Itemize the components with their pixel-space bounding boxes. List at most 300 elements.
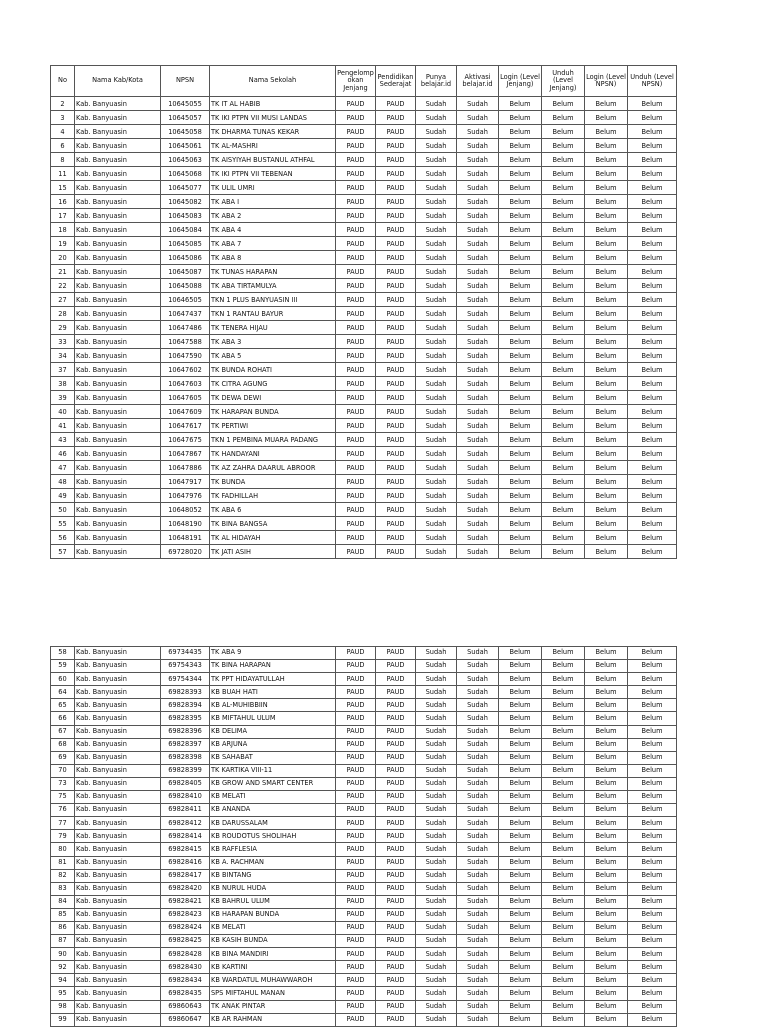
table-cell: Belum (542, 447, 585, 461)
table-cell: Sudah (457, 660, 499, 673)
table-row (51, 830, 677, 843)
table-cell: Sudah (416, 987, 457, 1000)
table-cell: Sudah (457, 817, 499, 830)
table-cell: PAUD (336, 111, 376, 125)
table-cell: Belum (542, 791, 585, 804)
table-row (51, 209, 677, 223)
table-cell: PAUD (336, 307, 376, 321)
table-cell: Kab. Banyuasin (75, 209, 161, 223)
table-cell: Sudah (457, 908, 499, 921)
table-cell: PAUD (336, 869, 376, 882)
table-cell: PAUD (376, 804, 416, 817)
table-cell: Belum (542, 97, 585, 111)
table-cell: Sudah (416, 699, 457, 712)
table-cell: Sudah (416, 791, 457, 804)
table-cell: Belum (628, 139, 677, 153)
table-cell: Belum (585, 843, 628, 856)
table-cell: Kab. Banyuasin (75, 699, 161, 712)
table-cell: TK AZ ZAHRA DAARUL ABROOR (210, 461, 336, 475)
table-cell: Belum (585, 335, 628, 349)
table-cell: PAUD (336, 153, 376, 167)
table-cell: Kab. Banyuasin (75, 908, 161, 921)
table-row (51, 335, 677, 349)
table-cell: 40 (51, 405, 75, 419)
table-cell: Belum (585, 279, 628, 293)
table-cell: PAUD (336, 908, 376, 921)
table-cell: KB BINTANG (210, 869, 336, 882)
table-cell: PAUD (376, 405, 416, 419)
table-cell: Sudah (457, 843, 499, 856)
table-cell: Belum (542, 391, 585, 405)
table-row (51, 531, 677, 545)
table-cell: PAUD (376, 433, 416, 447)
table-cell: Kab. Banyuasin (75, 830, 161, 843)
table-cell: Belum (542, 895, 585, 908)
table-cell: Belum (585, 804, 628, 817)
table-cell: Belum (499, 1013, 542, 1026)
table-cell: KB BUAH HATI (210, 686, 336, 699)
table-cell: Sudah (457, 673, 499, 686)
table-cell: Belum (628, 791, 677, 804)
table-row (51, 935, 677, 948)
table-cell: Belum (499, 237, 542, 251)
table-cell: Sudah (457, 935, 499, 948)
table-cell: PAUD (376, 139, 416, 153)
table-cell: PAUD (376, 531, 416, 545)
table-row (51, 738, 677, 751)
table-cell: 41 (51, 419, 75, 433)
table-cell: Belum (628, 181, 677, 195)
table-row (51, 223, 677, 237)
table-cell: PAUD (336, 531, 376, 545)
table-cell: Belum (628, 660, 677, 673)
table-cell: TK FADHILLAH (210, 489, 336, 503)
table-cell: Belum (628, 391, 677, 405)
table-cell: Sudah (416, 293, 457, 307)
table-cell: Sudah (457, 391, 499, 405)
table-cell: Belum (585, 987, 628, 1000)
table-row (51, 181, 677, 195)
table-cell: 80 (51, 843, 75, 856)
table-row (51, 699, 677, 712)
table-cell: Sudah (457, 895, 499, 908)
table-cell: Belum (628, 830, 677, 843)
table-cell: 43 (51, 433, 75, 447)
table-cell: Belum (585, 686, 628, 699)
table-cell: Belum (585, 97, 628, 111)
table-cell: Sudah (416, 660, 457, 673)
table-cell: Belum (585, 405, 628, 419)
table-cell: 69828411 (161, 804, 210, 817)
table-cell: Belum (585, 974, 628, 987)
table-cell: Sudah (416, 307, 457, 321)
table-cell: Belum (585, 882, 628, 895)
table-cell: TKN 1 PLUS BANYUASIN III (210, 293, 336, 307)
table-cell: Belum (499, 804, 542, 817)
table-cell: 69828405 (161, 777, 210, 790)
table-row (51, 307, 677, 321)
table-cell: Belum (542, 111, 585, 125)
table-cell: Belum (585, 265, 628, 279)
table-cell: Sudah (457, 307, 499, 321)
table-cell: TK TENERA HIJAU (210, 321, 336, 335)
table-cell: Belum (499, 843, 542, 856)
table-cell: Sudah (457, 377, 499, 391)
table-cell: Sudah (457, 830, 499, 843)
table-cell: Sudah (416, 908, 457, 921)
table-cell: 3 (51, 111, 75, 125)
table-cell: Belum (499, 125, 542, 139)
table-cell: Belum (499, 433, 542, 447)
table-cell: Belum (585, 125, 628, 139)
table-cell: 20 (51, 251, 75, 265)
table-cell: Kab. Banyuasin (75, 895, 161, 908)
table-cell: PAUD (376, 817, 416, 830)
table-cell: Kab. Banyuasin (75, 673, 161, 686)
table-cell: Kab. Banyuasin (75, 660, 161, 673)
table-cell: TK HARAPAN BUNDA (210, 405, 336, 419)
table-row (51, 321, 677, 335)
table-cell: Belum (542, 363, 585, 377)
table-cell: PAUD (336, 265, 376, 279)
table-cell: Belum (542, 181, 585, 195)
table-cell: 10645061 (161, 139, 210, 153)
table-cell: Belum (628, 712, 677, 725)
table-cell: 10647605 (161, 391, 210, 405)
table-row (51, 195, 677, 209)
table-cell: Belum (542, 419, 585, 433)
table-cell: Kab. Banyuasin (75, 153, 161, 167)
table-cell: Belum (499, 725, 542, 738)
table-cell: 69828395 (161, 712, 210, 725)
table-cell: Sudah (457, 751, 499, 764)
table-cell: Belum (542, 349, 585, 363)
table-cell: Belum (542, 293, 585, 307)
table-cell: Sudah (416, 517, 457, 531)
table-cell: PAUD (376, 489, 416, 503)
table-cell: Belum (628, 699, 677, 712)
table-cell: Sudah (416, 935, 457, 948)
table-cell: 10645077 (161, 181, 210, 195)
table-row (51, 153, 677, 167)
table-cell: TK ABA I (210, 195, 336, 209)
table-cell: 69828420 (161, 882, 210, 895)
table-cell: Sudah (416, 433, 457, 447)
table-cell: PAUD (376, 447, 416, 461)
table-cell: PAUD (336, 817, 376, 830)
table-cell: Kab. Banyuasin (75, 405, 161, 419)
table-row (51, 363, 677, 377)
table-cell: Kab. Banyuasin (75, 843, 161, 856)
column-header: Nama Sekolah (210, 66, 336, 97)
table-cell: PAUD (376, 1013, 416, 1026)
table-cell: Sudah (416, 531, 457, 545)
table-cell: Kab. Banyuasin (75, 686, 161, 699)
table-row (51, 843, 677, 856)
table-cell: 87 (51, 935, 75, 948)
table-cell: 69828416 (161, 856, 210, 869)
table-cell: Belum (499, 830, 542, 843)
table-cell: Kab. Banyuasin (75, 961, 161, 974)
table-cell: TK ABA 8 (210, 251, 336, 265)
table-cell: Belum (585, 1013, 628, 1026)
table-cell: 10647603 (161, 377, 210, 391)
table-cell: KB RAFFLESIA (210, 843, 336, 856)
table-cell: Sudah (416, 895, 457, 908)
table-cell: Belum (585, 764, 628, 777)
table-cell: PAUD (336, 935, 376, 948)
table-cell: 69828434 (161, 974, 210, 987)
table-cell: Kab. Banyuasin (75, 777, 161, 790)
table-cell: PAUD (376, 699, 416, 712)
table-cell: Sudah (457, 738, 499, 751)
table-cell: Belum (542, 751, 585, 764)
table-cell: 17 (51, 209, 75, 223)
table-cell: 58 (51, 647, 75, 660)
table-cell: 69828417 (161, 869, 210, 882)
table-cell: Sudah (416, 777, 457, 790)
table-cell: Belum (499, 856, 542, 869)
table-cell: Belum (628, 948, 677, 961)
table-cell: Sudah (416, 882, 457, 895)
table-cell: Kab. Banyuasin (75, 545, 161, 559)
table-cell: 99 (51, 1013, 75, 1026)
table-cell: 67 (51, 725, 75, 738)
table-cell: 10647609 (161, 405, 210, 419)
table-row (51, 987, 677, 1000)
table-cell: PAUD (336, 751, 376, 764)
table-cell: Sudah (416, 856, 457, 869)
table-cell: PAUD (336, 961, 376, 974)
table-cell: PAUD (376, 461, 416, 475)
table-cell: PAUD (336, 97, 376, 111)
table-cell: PAUD (336, 647, 376, 660)
table-cell: Sudah (457, 461, 499, 475)
table-cell: Sudah (457, 167, 499, 181)
table-row (51, 804, 677, 817)
table-cell: 57 (51, 545, 75, 559)
table-cell: 69828428 (161, 948, 210, 961)
table-cell: Kab. Banyuasin (75, 475, 161, 489)
table-cell: Belum (499, 461, 542, 475)
table-cell: KB DARUSSALAM (210, 817, 336, 830)
table-row (51, 111, 677, 125)
table-cell: Belum (542, 209, 585, 223)
table-cell: Sudah (457, 545, 499, 559)
table-cell: Kab. Banyuasin (75, 377, 161, 391)
table-cell: Belum (628, 293, 677, 307)
table-cell: Sudah (457, 531, 499, 545)
table-row (51, 764, 677, 777)
table-cell: PAUD (336, 921, 376, 934)
table-cell: Belum (499, 1000, 542, 1013)
table-row (51, 1000, 677, 1013)
table-cell: Belum (628, 804, 677, 817)
table-cell: Sudah (457, 433, 499, 447)
table-cell: Sudah (416, 447, 457, 461)
table-cell: PAUD (376, 111, 416, 125)
table-cell: TK ABA TIRTAMULYA (210, 279, 336, 293)
table-cell: PAUD (336, 791, 376, 804)
table-cell: Kab. Banyuasin (75, 111, 161, 125)
table-cell: Belum (542, 223, 585, 237)
table-cell: Belum (585, 517, 628, 531)
table-cell: Sudah (416, 974, 457, 987)
table-cell: Kab. Banyuasin (75, 1000, 161, 1013)
table-cell: 66 (51, 712, 75, 725)
table-cell: Belum (542, 686, 585, 699)
table-cell: Kab. Banyuasin (75, 948, 161, 961)
table-cell: PAUD (336, 738, 376, 751)
table-cell: Belum (628, 517, 677, 531)
table-cell: Belum (542, 139, 585, 153)
table-cell: PAUD (376, 349, 416, 363)
table-row (51, 503, 677, 517)
table-cell: Sudah (457, 791, 499, 804)
table-cell: PAUD (376, 673, 416, 686)
table-cell: Belum (585, 856, 628, 869)
table-cell: Sudah (457, 647, 499, 660)
table-cell: Belum (499, 363, 542, 377)
table-cell: Belum (499, 908, 542, 921)
table-cell: 64 (51, 686, 75, 699)
table-cell: 10645087 (161, 265, 210, 279)
table-cell: Belum (585, 321, 628, 335)
table-cell: Belum (585, 935, 628, 948)
table-cell: 19 (51, 237, 75, 251)
table-cell: PAUD (376, 764, 416, 777)
table-cell: Belum (585, 725, 628, 738)
table-cell: 69860643 (161, 1000, 210, 1013)
table-cell: Sudah (457, 987, 499, 1000)
table-cell: Sudah (416, 419, 457, 433)
table-row (51, 817, 677, 830)
table-cell: Belum (585, 377, 628, 391)
table-cell: TK ABA 3 (210, 335, 336, 349)
table-cell: Sudah (457, 804, 499, 817)
table-cell: Sudah (416, 545, 457, 559)
table-cell: 29 (51, 321, 75, 335)
table-cell: PAUD (336, 321, 376, 335)
column-header: Pendidikan Sederajat (376, 66, 416, 97)
table-cell: Kab. Banyuasin (75, 433, 161, 447)
table-cell: PAUD (336, 167, 376, 181)
table-cell: 69828410 (161, 791, 210, 804)
table-cell: Sudah (416, 125, 457, 139)
table-row (51, 349, 677, 363)
table-cell: Belum (628, 921, 677, 934)
table-row (51, 447, 677, 461)
table-cell: Belum (628, 335, 677, 349)
table-cell: Belum (499, 139, 542, 153)
table-cell: Belum (628, 1000, 677, 1013)
table-cell: Belum (542, 195, 585, 209)
table-cell: PAUD (376, 265, 416, 279)
table-cell: Belum (628, 349, 677, 363)
table-cell: Belum (585, 738, 628, 751)
table-cell: Sudah (457, 1013, 499, 1026)
table-cell: Kab. Banyuasin (75, 804, 161, 817)
table-cell: Kab. Banyuasin (75, 647, 161, 660)
table-cell: 69734435 (161, 647, 210, 660)
table-cell: Belum (499, 223, 542, 237)
table-cell: 10647588 (161, 335, 210, 349)
table-cell: Belum (585, 830, 628, 843)
table-cell: Belum (499, 817, 542, 830)
table-cell: 55 (51, 517, 75, 531)
table-cell: KB MELATI (210, 791, 336, 804)
table-row (51, 856, 677, 869)
table-cell: TK ABA 5 (210, 349, 336, 363)
table-cell: Belum (542, 882, 585, 895)
table-cell: PAUD (336, 461, 376, 475)
column-header: NPSN (161, 66, 210, 97)
table-cell: Belum (542, 738, 585, 751)
table-cell: Belum (585, 503, 628, 517)
table-cell: 10647602 (161, 363, 210, 377)
table-cell: 38 (51, 377, 75, 391)
table-cell: Belum (542, 660, 585, 673)
table-cell: Belum (585, 349, 628, 363)
table-cell: Sudah (416, 97, 457, 111)
table-cell: Sudah (416, 948, 457, 961)
table-cell: Belum (542, 433, 585, 447)
table-cell: Belum (628, 987, 677, 1000)
table-row (51, 895, 677, 908)
table-cell: Sudah (416, 830, 457, 843)
table-cell: PAUD (376, 647, 416, 660)
table-cell: 10647886 (161, 461, 210, 475)
table-cell: Sudah (416, 804, 457, 817)
table-cell: Belum (499, 475, 542, 489)
table-cell: 69828414 (161, 830, 210, 843)
table-cell: Belum (542, 1000, 585, 1013)
table-cell: Sudah (457, 725, 499, 738)
table-cell: PAUD (376, 738, 416, 751)
table-cell: 10647437 (161, 307, 210, 321)
table-cell: 10648052 (161, 503, 210, 517)
table-cell: Kab. Banyuasin (75, 251, 161, 265)
table-cell: PAUD (376, 869, 416, 882)
table-cell: Belum (542, 307, 585, 321)
table-cell: Belum (585, 791, 628, 804)
table-cell: Kab. Banyuasin (75, 349, 161, 363)
table-cell: Sudah (416, 712, 457, 725)
table-cell: Sudah (457, 447, 499, 461)
table-cell: TK KARTIKA VIII-11 (210, 764, 336, 777)
table-cell: Belum (542, 335, 585, 349)
column-header: Pengelomp okan Jenjang (336, 66, 376, 97)
table-cell: Belum (542, 843, 585, 856)
table-cell: Belum (542, 712, 585, 725)
table-cell: Belum (542, 517, 585, 531)
table-cell: Kab. Banyuasin (75, 167, 161, 181)
table-cell: Belum (585, 433, 628, 447)
table-cell: Sudah (457, 293, 499, 307)
table-row (51, 974, 677, 987)
table-cell: Belum (628, 237, 677, 251)
table-cell: PAUD (336, 777, 376, 790)
table-cell: Belum (542, 125, 585, 139)
table-cell: Belum (628, 405, 677, 419)
table-cell: Belum (542, 856, 585, 869)
table-cell: Belum (585, 237, 628, 251)
table-cell: Sudah (457, 125, 499, 139)
table-cell: PAUD (336, 237, 376, 251)
table-cell: Kab. Banyuasin (75, 791, 161, 804)
table-row (51, 791, 677, 804)
table-cell: Sudah (457, 335, 499, 349)
